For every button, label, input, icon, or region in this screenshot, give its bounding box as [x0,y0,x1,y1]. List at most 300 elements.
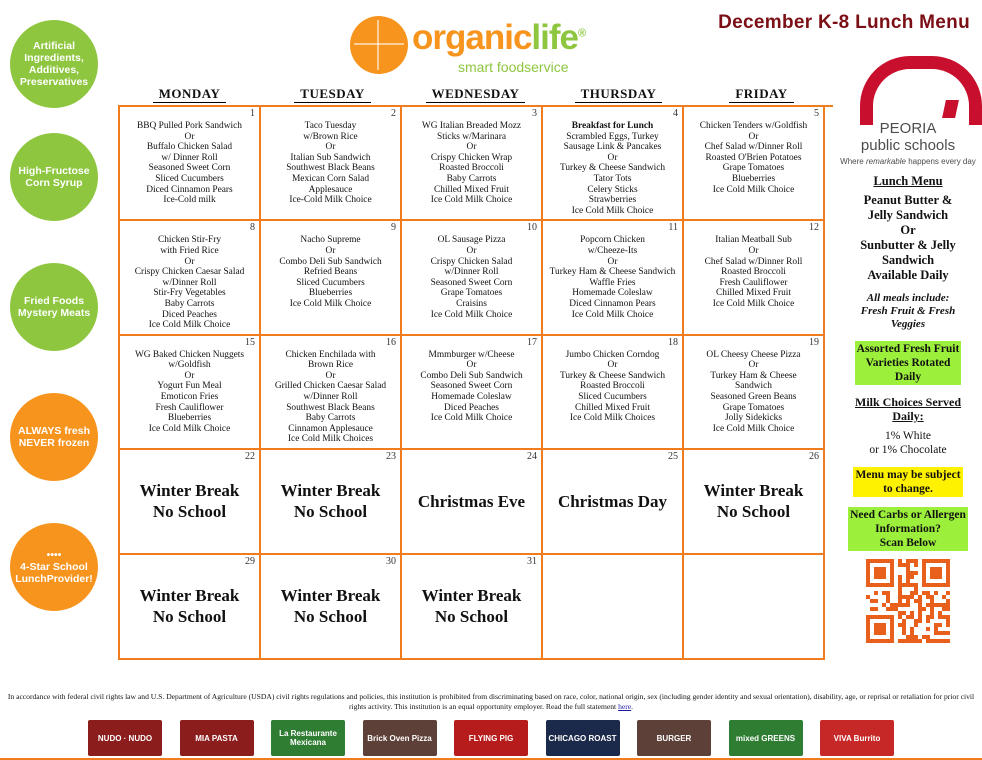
badge-always-fresh-never-frozen [10,393,98,481]
menu-item: Sandwich [735,381,772,392]
menu-item: Or [325,142,336,153]
brand-logo-brick-oven-pizza: Brick Oven Pizza [363,720,437,756]
day-number: 1 [250,108,255,119]
menu-item: Blueberries [167,413,212,424]
menu-item: Ice-Cold Milk Choice [289,195,372,206]
badge-high-fructose-corn-syrup [10,133,98,221]
calendar-day-empty [684,555,825,660]
menu-item: Roasted Broccoli [439,163,504,174]
menu-item-list [405,235,538,320]
menu-item: Sliced Cucumbers [155,173,224,184]
menu-item: Stir-Fry Vegetables [153,288,226,299]
day-header-thursday [547,86,690,105]
calendar-day-16 [261,336,402,450]
badge-line: Artificial [32,40,75,52]
menu-item-list [123,350,256,435]
qr-code[interactable] [866,559,950,643]
menu-item-list [405,350,538,424]
menu-item: Italian Sub Sandwich [290,152,371,163]
allergen-info-note [848,507,968,551]
day-number: 31 [527,556,537,568]
brand-logo-burger: BURGER [637,720,711,756]
calendar-day-17 [402,336,543,450]
text-line: Sandwich [881,253,935,267]
calendar-day-15 [120,336,261,450]
badge-line: Corn Syrup [25,177,83,189]
menu-item: Homemade Coleslaw [572,288,653,299]
day-header-friday [690,86,833,105]
menu-item: Seasoned Green Beans [710,392,797,403]
menu-item-list [264,235,397,309]
day-number: 25 [668,451,678,463]
calendar-day-25 [543,450,684,555]
menu-item: Chicken Stir-Fry [157,235,222,246]
menu-item: Craisins [456,298,487,309]
menu-item: Or [748,245,759,256]
calendar [118,86,833,660]
day-header-tuesday [261,86,404,105]
text-line: Milk Choices Served [855,395,961,409]
logo-wordmark [412,18,585,58]
badge-line: 4-Star School [20,561,88,573]
badge-artificial-ingredients [10,20,98,108]
menu-item: Emoticon Fries [160,392,219,403]
calendar-week-row [120,221,833,335]
menu-item: Taco Tuesday [304,121,357,131]
menu-item: Seasoned Sweet Corn [430,277,513,288]
no-school-label [546,452,679,550]
text-line: No School [152,607,227,627]
calendar-day-8 [120,221,261,335]
menu-item: Diced Peaches [162,309,217,320]
badge-column [4,10,104,590]
menu-item: Nacho Supreme [300,235,361,246]
calendar-day-18 [543,336,684,450]
logo-tagline: smart foodservice [458,59,569,75]
menu-item: Jolly Sidekicks [724,413,783,424]
all-meals-include-note [838,292,978,331]
day-number: 11 [668,222,678,234]
day-number: 5 [814,108,819,119]
right-info-panel [838,56,978,643]
no-school-label [123,557,256,655]
badge-line: ALWAYS fresh [18,425,90,437]
menu-item: Or [325,370,336,381]
menu-item: Chilled Mixed Fruit [716,288,791,299]
day-number: 29 [245,556,255,568]
badge-line: Fried Foods [23,295,85,307]
brand-logo-bar [0,718,982,760]
menu-item: Fresh Cauliflower [719,277,788,288]
menu-item: Southwest Black Beans [286,402,375,413]
menu-item: Chef Salad w/Dinner Roll [704,142,803,153]
menu-item: Crispy Chicken Salad [430,256,513,267]
usda-nondiscrimination-statement [4,692,978,711]
calendar-day-23 [261,450,402,555]
menu-item: Sliced Cucumbers [296,277,365,288]
menu-item: w/Dinner Roll [444,267,499,278]
milk-choices-options [838,429,978,457]
menu-item: Fresh Cauliflower [155,402,224,413]
tagline-post: happens every day [905,157,976,166]
text-line: Available Daily [867,268,949,282]
text-line: Winter Break [139,481,240,501]
no-school-label [405,557,538,655]
calendar-day-4 [543,107,684,221]
day-number: 16 [386,336,396,348]
menu-item: Ice Cold Milk Choices [287,434,374,445]
menu-item: Or [607,256,618,267]
day-header-label: FRIDAY [729,86,793,103]
calendar-day-9 [261,221,402,335]
menu-item: Or [466,360,477,371]
menu-item: w/Goldfish [168,360,211,371]
menu-item: w/Dinner Roll [303,392,358,403]
text-line: Winter Break [139,586,240,606]
text-line: Winter Break [280,481,381,501]
menu-item: Blueberries [308,288,353,299]
badge-line: LunchProvider! [15,573,93,585]
day-header-label: WEDNESDAY [426,86,526,103]
menu-item-list [546,121,679,216]
menu-item-list [687,121,820,195]
menu-item: Seasoned Sweet Corn [148,163,231,174]
badge-line: Mystery Meats [17,307,91,319]
menu-item: Turkey & Cheese Sandwich [559,163,666,174]
menu-item: Or [325,245,336,256]
menu-item: Mmmburger w/Cheese [428,349,515,360]
day-number: 24 [527,451,537,463]
menu-item: Ice Cold Milk Choice [712,298,795,309]
menu-item-list [123,121,256,206]
district-name-line1: PEORIA [879,120,937,137]
tagline-pre: Where [840,157,866,166]
day-number: 18 [668,336,678,348]
text-line: to change. [883,483,933,495]
menu-item: Or [184,370,195,381]
calendar-day-11 [543,221,684,335]
menu-item: Ice Cold Milk Choice [430,413,513,424]
menu-item: w/ Dinner Roll [161,152,218,163]
menu-item: Baby Carrots [164,298,215,309]
organiclife-logo [350,12,600,82]
menu-item: Turkey Ham & Cheese Sandwich [549,267,676,278]
calendar-week-row [120,450,833,555]
calendar-day-3 [402,107,543,221]
menu-item: Or [748,360,759,371]
day-number: 19 [809,336,819,348]
menu-item: Or [607,360,618,371]
text-line: Sunbutter & Jelly [860,238,956,252]
no-school-label [405,452,538,550]
menu-item: Popcorn Chicken [580,235,645,246]
menu-item-list [123,235,256,330]
text-line: Daily: [892,409,924,423]
menu-item: Grape Tomatoes [722,163,785,174]
badge-line: NEVER frozen [18,437,90,449]
day-number: 30 [386,556,396,568]
menu-item: Grape Tomatoes [722,402,785,413]
menu-item: Baby Carrots [446,173,497,184]
menu-item: Homemade Coleslaw [431,392,512,403]
menu-item: Sausage Link & Pancakes [563,142,662,153]
menu-item: Chicken Tenders w/Goldfish [699,121,808,131]
text-line: Information? [875,523,941,535]
day-number: 22 [245,451,255,463]
menu-heading: Breakfast for Lunch [571,121,654,131]
menu-item: with Fried Rice [160,245,219,256]
text-line: Daily [894,371,922,383]
menu-item: Ice-Cold milk [163,195,216,206]
menu-item-list [264,121,397,206]
day-number: 2 [391,108,396,119]
subject-to-change-note [853,467,962,497]
menu-item: Southwest Black Beans [286,163,375,174]
day-number: 26 [809,451,819,463]
no-school-label [264,557,397,655]
text-line: 1% White [884,430,932,442]
menu-item: BBQ Pulled Pork Sandwich [137,121,242,131]
text-line: No School [293,607,368,627]
menu-item: Or [607,152,618,163]
brand-logo-chicago-roast: CHICAGO ROAST [546,720,620,756]
menu-item: Brown Rice [307,360,354,371]
daily-available-options [838,193,978,283]
calendar-week-row [120,107,833,221]
milk-choices-title [838,395,978,423]
menu-item: Crispy Chicken Caesar Salad [134,267,245,278]
menu-item: Sticks w/Marinara [437,131,506,142]
day-number: 23 [386,451,396,463]
menu-item: Waffle Fries [589,277,636,288]
no-school-label [687,452,820,550]
menu-item: Combo Deli Sub Sandwich [420,370,523,381]
text-line: Christmas Day [557,491,668,511]
day-number: 12 [809,222,819,234]
text-line: Jelly Sandwich [867,208,949,222]
district-tagline [838,157,978,166]
menu-item: Turkey & Cheese Sandwich [559,370,666,381]
menu-item: Ice Cold Milk Choice [430,195,513,206]
menu-item: Turkey Ham & Cheese [710,370,797,381]
registered-mark: ® [578,27,586,40]
calendar-day-31 [402,555,543,660]
calendar-day-12 [684,221,825,335]
calendar-day-1 [120,107,261,221]
text-line: Or [900,223,916,237]
brand-logo-nudo-nudo: NUDO · NUDO [88,720,162,756]
menu-item: Ice Cold Milk Choice [148,423,231,434]
menu-item: Ice Cold Milk Choice [571,309,654,320]
legal-text: In accordance with federal civil rights law and U.S. Department of Agriculture (USDA) civil rights regulations and policies, this institution is prohibited from discriminating based on race, color, national origin, sex (including gender identity and sexual orientation), disability, age, or reprisal or retaliation for prior civil rights activity. This institution is an equal opportunity employer. Read the full statement [7,692,975,711]
menu-item: Ice Cold Milk Choice [148,320,231,331]
menu-item: Or [466,142,477,153]
calendar-day-headers [118,86,833,105]
day-header-wednesday [404,86,547,105]
badge-fried-foods-mystery-meats [10,263,98,351]
menu-item: Chicken Enchilada with [285,349,376,360]
brand-logo-mia-pasta: MIA PASTA [180,720,254,756]
text-line: Assorted Fresh Fruit [856,343,960,355]
menu-item: OL Sausage Pizza [437,235,506,246]
menu-item-list [687,350,820,435]
menu-item: Scrambled Eggs, Turkey [566,131,659,142]
text-line: Christmas Eve [417,491,526,511]
logo-word-organic: organic [412,18,532,57]
calendar-day-22 [120,450,261,555]
menu-item: Or [748,131,759,142]
calendar-day-30 [261,555,402,660]
menu-item: OL Cheesy Cheese Pizza [706,349,801,360]
brand-logo-mixed-greens: mixed GREENS [729,720,803,756]
menu-item: Buffalo Chicken Salad [146,142,233,153]
text-line: Winter Break [421,586,522,606]
badge-line: Preservatives [19,76,89,88]
menu-item: Ice Cold Milk Choice [289,298,372,309]
text-line: Winter Break [280,586,381,606]
logo-word-life: life [531,18,578,57]
menu-item: Baby Carrots [305,413,356,424]
menu-item: Yogurt Fun Meal [157,381,222,392]
badge-stars: •••• [46,549,62,561]
orange-slice-icon [350,16,408,74]
menu-item: Ice Cold Milk Choice [430,309,513,320]
day-number: 17 [527,336,537,348]
menu-item: Crispy Chicken Wrap [430,152,513,163]
legal-link[interactable]: here [618,701,632,711]
day-number: 8 [250,222,255,234]
calendar-day-24 [402,450,543,555]
menu-item: Diced Cinnamon Pears [569,298,656,309]
menu-item: w/Brown Rice [303,131,358,142]
menu-item: Diced Cinnamon Pears [146,184,233,195]
no-school-label [264,452,397,550]
text-line: Fresh Fruit & Fresh [860,305,956,317]
menu-item: Combo Deli Sub Sandwich [279,256,382,267]
calendar-week-row [120,555,833,660]
menu-item: Chilled Mixed Fruit [434,184,509,195]
menu-item-list [405,121,538,206]
calendar-day-5 [684,107,825,221]
brand-logo-la-restaurante-mexicana: La Restaurante Mexicana [271,720,345,756]
menu-item: Sliced Cucumbers [578,392,647,403]
district-name [838,120,978,154]
day-number: 10 [527,222,537,234]
text-line: Veggies [890,318,926,330]
menu-item: Applesauce [308,184,353,195]
text-line: Peanut Butter & [863,193,953,207]
menu-item: Roasted Broccoli [721,267,786,278]
menu-item: Grilled Chicken Caesar Salad [274,381,387,392]
calendar-day-2 [261,107,402,221]
day-header-label: MONDAY [153,86,227,103]
fresh-fruit-note [855,341,962,385]
menu-item: Roasted O'Brien Potatoes [705,152,802,163]
menu-item-list [687,235,820,309]
menu-item: WG Baked Chicken Nuggets [134,349,245,360]
menu-item: Ice Cold Milk Choice [712,184,795,195]
menu-item: w/Cheeze-Its [587,245,638,256]
menu-item: Roasted Broccoli [580,381,645,392]
menu-item: Celery Sticks [587,184,638,195]
menu-item: Jumbo Chicken Corndog [565,349,660,360]
badge-line: Ingredients, [24,52,84,64]
text-line: Need Carbs or Allergen [850,509,966,521]
text-line: Winter Break [703,481,804,501]
menu-item: WG Italian Breaded Mozz [421,121,522,131]
menu-item: Refried Beans [303,267,358,278]
day-header-label: TUESDAY [294,86,370,103]
menu-item: Or [184,131,195,142]
day-header-label: THURSDAY [575,86,663,103]
peoria-logo-icon [846,56,971,118]
text-line: All meals include: [866,292,950,304]
menu-item-list [546,235,679,320]
day-number: 9 [391,222,396,234]
text-line: No School [716,502,791,522]
day-number: 15 [245,336,255,348]
calendar-day-26 [684,450,825,555]
menu-item: Strawberries [588,195,637,206]
calendar-day-29 [120,555,261,660]
calendar-week-row [120,336,833,450]
text-line: No School [293,502,368,522]
text-line: No School [152,502,227,522]
menu-item: Grape Tomatoes [440,288,503,299]
legal-period: . [631,701,634,711]
calendar-day-19 [684,336,825,450]
badge-line: High-Fructose [18,165,90,177]
text-line: Varieties Rotated [865,357,951,369]
menu-item: Ice Cold Milk Choice [571,205,654,216]
day-header-monday [118,86,261,105]
brand-logo-flying-pig: FLYING PIG [454,720,528,756]
calendar-grid [118,105,833,660]
menu-item: Mexican Corn Salad [291,173,370,184]
menu-item-list [264,350,397,445]
menu-item: Chef Salad w/Dinner Roll [704,256,803,267]
calendar-day-10 [402,221,543,335]
menu-item: Tator Tots [593,173,632,184]
badge-four-star-school-lunch-provider [10,523,98,611]
text-line: Menu may be subject [855,469,961,481]
menu-item: Blueberries [731,173,776,184]
calendar-day-empty [543,555,684,660]
brand-logo-viva-burrito: VIVA Burrito [820,720,894,756]
tagline-emphasis: remarkable [865,157,906,166]
menu-item: Ice Cold Milk Choice [712,423,795,434]
menu-item-list [546,350,679,424]
menu-item: Seasoned Sweet Corn [430,381,513,392]
menu-item: Cinnamon Applesauce [288,423,373,434]
menu-item: Chilled Mixed Fruit [575,402,650,413]
menu-item: Italian Meatball Sub [715,235,792,246]
no-school-label [123,452,256,550]
lunch-menu-subtitle: Lunch Menu [873,174,943,188]
menu-item: Ice Cold Milk Choices [569,413,656,424]
day-number: 3 [532,108,537,119]
menu-item: Or [184,256,195,267]
day-number: 4 [673,108,678,119]
district-name-line2: public schools [860,137,956,154]
text-line: No School [434,607,509,627]
menu-item: Or [466,245,477,256]
menu-item: Diced Peaches [444,402,499,413]
page-title: December K-8 Lunch Menu [718,12,970,33]
menu-item: w/Dinner Roll [162,277,217,288]
text-line: Scan Below [879,537,937,549]
text-line: or 1% Chocolate [869,444,947,456]
